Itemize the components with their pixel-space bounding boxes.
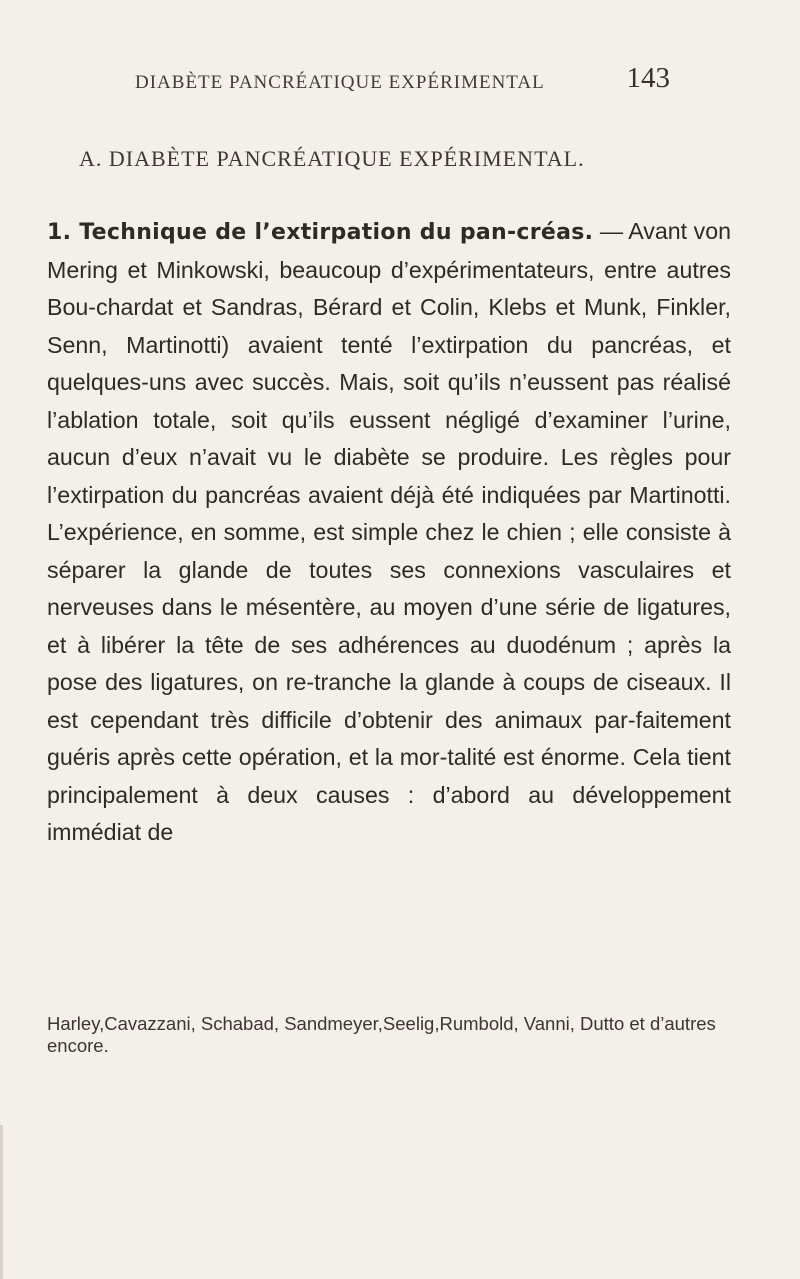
- section-title: A. DIABÈTE PANCRÉATIQUE EXPÉRIMENTAL.: [79, 146, 585, 171]
- body-paragraph: [47, 213, 731, 852]
- running-header: [135, 62, 670, 102]
- footnote: Harley,Cavazzani, Schabad, Sandmeyer,Seelig,Rumbold, Vanni, Dutto et d’autres encore.: [47, 1013, 716, 1056]
- body-text: — Avant von Mering et Minkowski, beaucoup d’expérimentateurs, entre autres Bou-chardat et Sandras, Bérard et Colin, Klebs et Munk, Finkler, Senn, Martinotti) avaient tenté l’extirpation du pancréas, et quelques-uns avec succès. Mais, soit qu’ils n’eussent pas réalisé l’ablation totale, soit qu’ils eussent négligé d’examiner l’urine, aucun d’eux n’avait vu le diabète se produire. Les règles pour l’extirpation du pancréas avaient déjà été indiquées par Martinotti. L’expérience, en somme, est simple chez le chien ; elle consiste à séparer la glande de toutes ses connexions vasculaires et nerveuses dans le mésentère, au moyen d’une série de ligatures, et à libérer la tête de ses adhérences au duodénum ; après la pose des ligatures, on re-tranche la glande à coups de ciseaux. Il est cependant très difficile d’obtenir des animaux par-faitement guéris après cette opération, et la mor-talité est énorme. Cela tient principalement à deux causes : d’abord au développement immédiat de: [47, 218, 731, 846]
- subsection-heading: 1. Technique de l’extirpation du pan-créas.: [47, 220, 594, 246]
- running-title: DIABÈTE PANCRÉATIQUE EXPÉRIMENTAL: [135, 72, 545, 93]
- page-edge-shadow: [0, 1125, 3, 1279]
- page-number: 143: [626, 62, 670, 94]
